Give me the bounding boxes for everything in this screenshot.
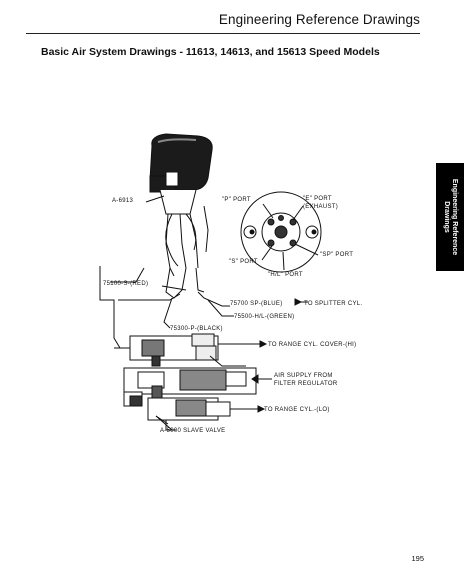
range-valve-upper — [114, 334, 266, 366]
label-s-port: "S" PORT — [229, 259, 258, 265]
page-header-title: Engineering Reference Drawings — [218, 12, 420, 27]
side-tab-label: Engineering Reference Drawings — [443, 178, 458, 256]
shift-knob — [150, 134, 212, 298]
section-title: Basic Air System Drawings - 11613, 14613, and 15613 Speed Models — [41, 46, 380, 58]
range-valve-lower — [148, 398, 264, 430]
page-number: 195 — [411, 554, 424, 563]
label-blue-line: 75700 SP-(BLUE) — [230, 301, 283, 307]
label-air-supply-line2: FILTER REGULATOR — [274, 381, 338, 387]
label-sp-port: "SP" PORT — [320, 252, 354, 258]
label-exhaust: (EXHAUST) — [303, 204, 339, 210]
label-e-port: "E" PORT — [303, 196, 332, 202]
label-air-supply-line1: AIR SUPPLY FROM — [274, 373, 333, 379]
label-red-line: 75100-S-(RED) — [103, 281, 149, 287]
label-to-splitter: TO SPLITTER CYL. — [304, 301, 363, 307]
label-green-line: 75500-H/L-(GREEN) — [234, 314, 295, 320]
label-a6913: A-6913 — [112, 198, 134, 204]
label-to-range-hi: TO RANGE CYL. COVER-(HI) — [268, 342, 357, 348]
label-hl-port: "H/L" PORT — [268, 272, 303, 278]
label-black-line: 75300-P-(BLACK) — [170, 326, 223, 332]
label-p-port: "P" PORT — [222, 197, 251, 203]
label-to-range-lo: TO RANGE CYL.-(LO) — [264, 407, 330, 413]
label-slave-valve: A-5000 SLAVE VALVE — [160, 428, 226, 434]
